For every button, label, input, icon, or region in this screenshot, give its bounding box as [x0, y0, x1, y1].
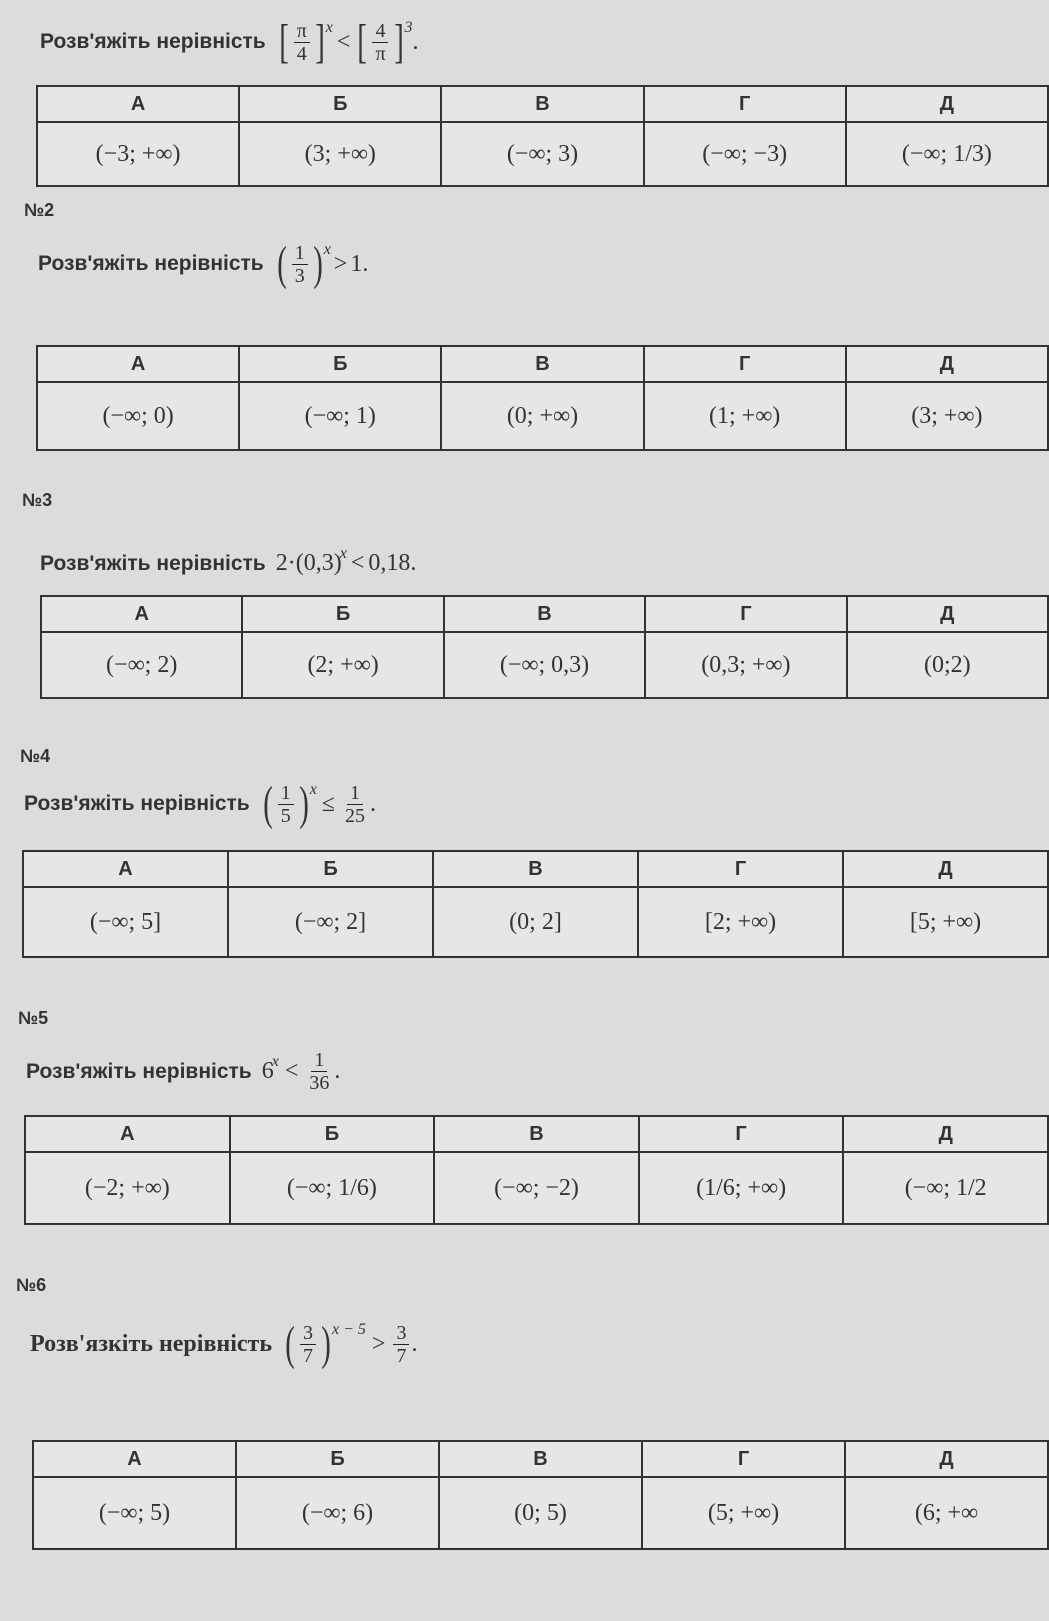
answer-g: (−∞; −3) — [644, 122, 846, 186]
answer-d: (6; +∞ — [845, 1477, 1048, 1549]
p5-end: . — [334, 1058, 341, 1084]
header-v: В — [441, 346, 643, 382]
p5-rhs-den: 36 — [309, 1072, 330, 1094]
header-a: А — [37, 86, 239, 122]
header-b: Б — [239, 346, 441, 382]
answer-a: (−∞; 5] — [23, 887, 228, 957]
p4-end: . — [369, 790, 376, 817]
p5-lead: 6 — [261, 1058, 274, 1084]
p4-base-den: 5 — [280, 804, 291, 827]
p2-rhs: 1 — [350, 250, 363, 277]
problem-2-statement — [38, 237, 369, 290]
header-g: Г — [639, 1116, 844, 1152]
p3-exponent: x — [339, 544, 347, 562]
answer-b: (−∞; 1/6) — [230, 1152, 435, 1224]
answer-d: (−∞; 1/3) — [846, 122, 1048, 186]
problem-5-prompt: Розв'яжіть нерівність — [26, 1059, 252, 1083]
problem-5-number: №5 — [18, 1008, 49, 1028]
problem-5-statement — [26, 1050, 340, 1093]
answer-table-4 — [22, 850, 1049, 958]
p4-rhs-den: 25 — [344, 804, 365, 827]
header-d: Д — [843, 851, 1048, 887]
answer-g: (0,3; +∞) — [645, 632, 846, 698]
answer-b: (3; +∞) — [239, 122, 441, 186]
answer-a: (−3; +∞) — [37, 122, 239, 186]
header-a: А — [33, 1441, 236, 1477]
problem-3-statement — [40, 544, 417, 577]
answer-v: (−∞; −2) — [434, 1152, 639, 1224]
p2-base-num: 1 — [292, 243, 308, 265]
header-a: А — [23, 851, 228, 887]
problem-3-prompt: Розв'яжіть нерівність — [40, 551, 266, 575]
answer-g: [2; +∞) — [638, 887, 843, 957]
answer-b: (−∞; 2] — [228, 887, 433, 957]
header-b: Б — [228, 851, 433, 887]
p1-rhs-exponent: 3 — [404, 19, 413, 36]
p2-base-den: 3 — [294, 264, 305, 287]
p4-relation: ≤ — [321, 790, 335, 817]
answer-table-3 — [40, 595, 1049, 699]
answer-g: (1/6; +∞) — [639, 1152, 844, 1224]
problem-1-prompt: Розв'яжіть нерівність — [40, 30, 266, 53]
p1-relation: < — [336, 28, 351, 55]
header-d: Д — [846, 346, 1048, 382]
answer-a: (−∞; 0) — [37, 382, 239, 450]
answer-v: (−∞; 3) — [441, 122, 643, 186]
p6-exponent: x − 5 — [332, 1321, 366, 1338]
answer-d: (0;2) — [847, 632, 1048, 698]
p3-lead: 2·(0,3) — [275, 550, 342, 576]
p3-end: . — [410, 550, 417, 576]
answer-v: (−∞; 0,3) — [444, 632, 645, 698]
header-d: Д — [846, 86, 1048, 122]
p1-exponent: x — [325, 19, 333, 36]
p6-end: . — [411, 1330, 418, 1357]
p1-base-den: 4 — [296, 42, 307, 65]
problem-3-expression — [275, 544, 417, 577]
header-d: Д — [847, 596, 1048, 632]
answer-v: (0; +∞) — [441, 382, 643, 450]
answer-v: (0; 5) — [439, 1477, 642, 1549]
header-d: Д — [843, 1116, 1048, 1152]
answer-b: (−∞; 6) — [236, 1477, 439, 1549]
problem-4-statement — [24, 777, 376, 830]
problem-2-expression: ( $\frac{1}{3}$ ) $^x$ > 1 . — [276, 237, 369, 290]
header-v: В — [433, 851, 638, 887]
header-g: Г — [638, 851, 843, 887]
p6-rhs-den: 7 — [396, 1344, 407, 1367]
header-d: Д — [845, 1441, 1048, 1477]
p5-exponent: x — [271, 1052, 279, 1070]
p1-end: . — [412, 28, 419, 55]
header-b: Б — [236, 1441, 439, 1477]
header-b: Б — [230, 1116, 435, 1152]
problem-1-statement — [40, 15, 419, 68]
problem-6-expression: ( $\frac{3}{7}$ ) $^{x - 5}$ > $\frac{3}{7}$ . — [285, 1317, 418, 1370]
answer-b: (2; +∞) — [242, 632, 443, 698]
p3-rhs: 0,18 — [368, 550, 411, 576]
p3-relation: < — [350, 550, 365, 576]
answer-d: (−∞; 1/2 — [843, 1152, 1048, 1224]
problem-6-number: №6 — [16, 1275, 47, 1295]
problem-4-number: №4 — [20, 746, 51, 766]
answer-g: (5; +∞) — [642, 1477, 845, 1549]
p1-base-num: π — [294, 21, 310, 43]
p6-rhs-num: 3 — [393, 1323, 409, 1345]
problem-6-statement — [30, 1317, 418, 1370]
answer-table-1 — [36, 85, 1049, 187]
header-v: В — [439, 1441, 642, 1477]
answer-d: [5; +∞) — [843, 887, 1048, 957]
answer-a: (−∞; 5) — [33, 1477, 236, 1549]
header-a: А — [25, 1116, 230, 1152]
p4-base-num: 1 — [278, 783, 294, 805]
answer-g: (1; +∞) — [644, 382, 846, 450]
p6-base-den: 7 — [303, 1344, 314, 1367]
p2-relation: > — [333, 250, 348, 277]
problem-2-number: №2 — [24, 200, 55, 220]
header-b: Б — [242, 596, 443, 632]
p2-exponent: x — [323, 241, 331, 258]
answer-d: (3; +∞) — [846, 382, 1048, 450]
p6-base-num: 3 — [300, 1323, 316, 1345]
header-v: В — [434, 1116, 639, 1152]
p5-relation: < — [284, 1058, 299, 1084]
p1-rhs-num: 4 — [372, 21, 388, 43]
header-g: Г — [644, 86, 846, 122]
problem-6-prompt: Розв'язкіть нерівність — [30, 1330, 273, 1357]
problem-3-number: №3 — [22, 490, 53, 510]
answer-table-6 — [32, 1440, 1049, 1550]
problem-1-expression: [ $\frac{\pi}{4}$ ] $^x$ < [ $\frac{4}{\pi}$ ] $^3$ . — [278, 15, 419, 68]
p4-rhs-num: 1 — [347, 783, 363, 805]
header-g: Г — [644, 346, 846, 382]
p2-end: . — [362, 250, 369, 277]
header-g: Г — [642, 1441, 845, 1477]
p4-exponent: x — [309, 781, 317, 798]
header-g: Г — [645, 596, 846, 632]
answer-a: (−∞; 2) — [41, 632, 242, 698]
header-a: А — [41, 596, 242, 632]
problem-4-expression: ( $\frac{1}{5}$ ) $^x$ ≤ $\frac{1}{25}$ . — [262, 777, 376, 830]
answer-a: (−2; +∞) — [25, 1152, 230, 1224]
problem-2-prompt: Розв'яжіть нерівність — [38, 252, 264, 275]
header-v: В — [441, 86, 643, 122]
header-b: Б — [239, 86, 441, 122]
problem-4-prompt: Розв'яжіть нерівність — [24, 792, 250, 815]
answer-table-2 — [36, 345, 1049, 451]
p5-rhs-num: 1 — [311, 1050, 327, 1072]
problem-5-expression — [262, 1050, 341, 1093]
p6-relation: > — [371, 1330, 386, 1357]
header-v: В — [444, 596, 645, 632]
answer-b: (−∞; 1) — [239, 382, 441, 450]
p1-rhs-den: π — [375, 42, 386, 65]
header-a: А — [37, 346, 239, 382]
answer-table-5 — [24, 1115, 1049, 1225]
answer-v: (0; 2] — [433, 887, 638, 957]
